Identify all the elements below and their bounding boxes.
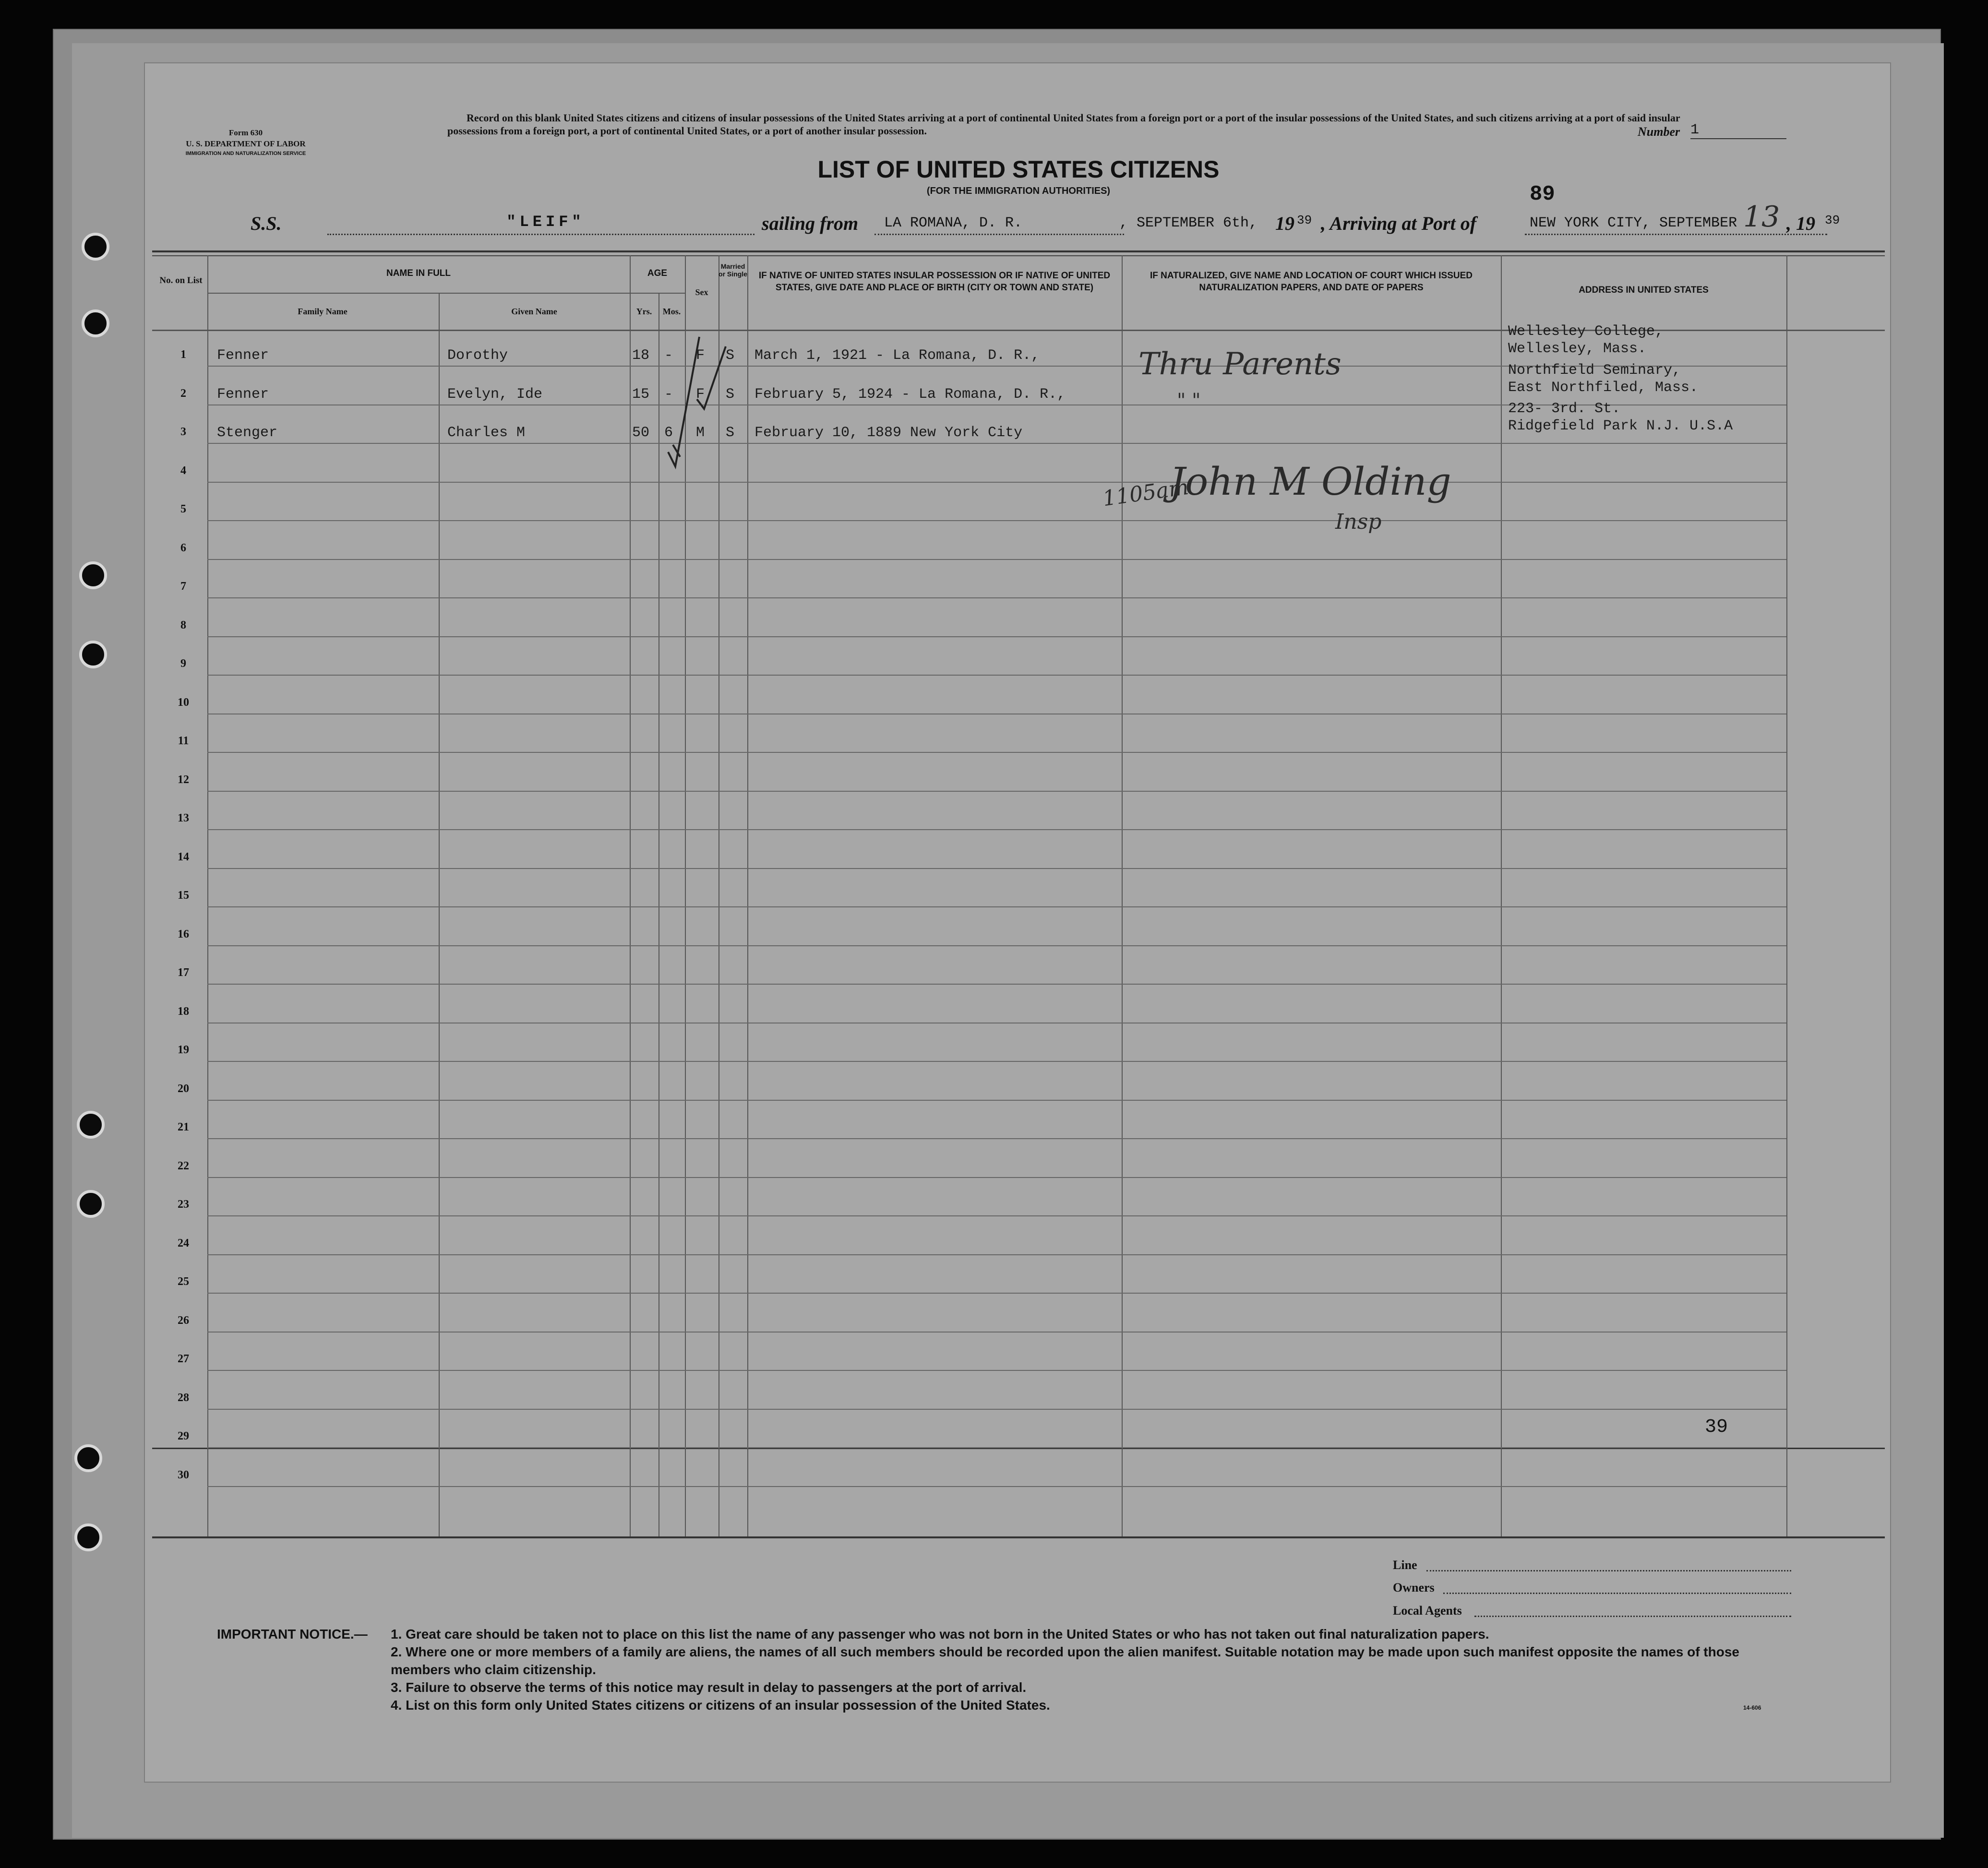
- header-yrs: Yrs.: [636, 307, 652, 316]
- address-line: 223- 3rd. St.: [1508, 401, 1621, 417]
- inspector-signature: John M Olding: [1170, 459, 1451, 504]
- row-number: 22: [178, 1159, 189, 1172]
- row-number: 26: [178, 1314, 189, 1327]
- birth-info: February 10, 1889 New York City: [754, 425, 1023, 441]
- row-number: 10: [178, 696, 189, 709]
- row-number: 5: [180, 503, 186, 515]
- birth-info: March 1, 1921 - La Romana, D. R.,: [754, 347, 1040, 364]
- family-name: Fenner: [217, 347, 269, 364]
- header-sex: Sex: [695, 287, 708, 297]
- address-line: Northfield Seminary,: [1508, 362, 1681, 379]
- notice-title: IMPORTANT NOTICE.—: [217, 1627, 368, 1642]
- header-name-in-full: NAME IN FULL: [386, 268, 451, 278]
- row-number: 11: [178, 735, 189, 747]
- notice-2: 2. Where one or more members of a family are aliens, the names of all such members should be recorded upon the alien manifest. Suitable notation may be made upon such manifest opposite the names of those members who claim citizenship.: [391, 1644, 1739, 1677]
- binder-hole: [79, 561, 107, 589]
- row-rule: [207, 1332, 1786, 1333]
- row-rule: [207, 443, 1786, 444]
- row-rule: [207, 597, 1786, 598]
- row-rule: [207, 520, 1786, 521]
- row-number: 21: [178, 1121, 189, 1133]
- age-months: -: [664, 386, 673, 403]
- header-naturalized: IF NATURALIZED, GIVE NAME AND LOCATION OF COURT WHICH ISSUED NATURALIZATION PAPERS, AND DATE OF PAPERS: [1150, 271, 1473, 293]
- row-rule: [207, 752, 1786, 753]
- header-address: ADDRESS IN UNITED STATES: [1579, 285, 1709, 295]
- row-number: 6: [180, 541, 186, 554]
- year2-prefix: , 19: [1786, 213, 1815, 234]
- row-number: 16: [178, 928, 189, 940]
- row-number: 13: [178, 812, 189, 824]
- check-marks: [654, 332, 740, 476]
- row-number: 4: [180, 464, 186, 477]
- row-number: 24: [178, 1237, 189, 1249]
- row-number: 27: [178, 1353, 189, 1365]
- age-months: -: [664, 347, 673, 364]
- row-number: 15: [178, 889, 189, 902]
- header-family-name: Family Name: [298, 307, 347, 316]
- given-name: Dorothy: [447, 347, 508, 364]
- row-rule: [207, 559, 1786, 560]
- binder-hole: [77, 1111, 105, 1139]
- row-rule: [207, 482, 1786, 483]
- birth-info: February 5, 1924 - La Romana, D. R.,: [754, 386, 1066, 403]
- header-birth: IF NATIVE OF UNITED STATES INSULAR POSSESSION OR IF NATIVE OF UNITED STATES, GIVE DATE AND PLACE OF BIRTH (CITY OR TOWN AND STATE): [758, 271, 1111, 293]
- row-rule: [207, 1138, 1786, 1139]
- sailing-from: LA ROMANA, D. R.: [884, 215, 1023, 231]
- service: IMMIGRATION AND NATURALIZATION SERVICE: [185, 151, 306, 156]
- ship-name: "LEIF": [506, 213, 585, 231]
- row-rule: [207, 1486, 1786, 1487]
- marital-status: S: [726, 347, 735, 364]
- sex: F: [696, 347, 705, 364]
- inspector-title: Insp: [1335, 510, 1382, 534]
- age-years: 18: [632, 347, 650, 364]
- family-name: Stenger: [217, 425, 278, 441]
- departure-date: , SEPTEMBER 6th,: [1119, 215, 1258, 231]
- header-mos: Mos.: [662, 307, 681, 316]
- age-years: 50: [632, 425, 650, 441]
- notice-4: 4. List on this form only United States citizens or citizens of an insular possession of the United States.: [391, 1698, 1050, 1713]
- row-number: 28: [178, 1391, 189, 1404]
- row-rule: [207, 984, 1786, 985]
- row-number: 29: [178, 1430, 189, 1442]
- page-tally: 39: [1705, 1416, 1728, 1438]
- row-rule: [207, 1177, 1786, 1178]
- row-number: 1: [180, 348, 186, 361]
- naturalization-note: Thru Parents: [1138, 346, 1341, 382]
- header-no: No. on List: [159, 275, 203, 286]
- sailing-label: sailing from: [762, 213, 859, 234]
- arrival-day: 13: [1743, 200, 1780, 234]
- address-line: Wellesley, Mass.: [1508, 341, 1647, 357]
- row-number: 8: [180, 619, 186, 631]
- row-number: 25: [178, 1275, 189, 1288]
- signature-time: 1105am: [1101, 475, 1190, 512]
- departure-year: 39: [1297, 213, 1312, 227]
- owners-label: Owners: [1393, 1581, 1435, 1594]
- notice-3: 3. Failure to observe the terms of this notice may result in delay to passengers at the port of arrival.: [391, 1680, 1027, 1695]
- row-rule: [207, 1447, 1786, 1448]
- department: U. S. DEPARTMENT OF LABOR: [186, 139, 306, 148]
- binder-hole: [77, 1190, 105, 1218]
- family-name: Fenner: [217, 386, 269, 403]
- row-rule: [207, 1061, 1786, 1062]
- header-married: Married or Single: [719, 262, 747, 278]
- arrival-year: 39: [1825, 213, 1840, 227]
- address-line: Wellesley College,: [1508, 323, 1664, 340]
- row-rule: [207, 636, 1786, 637]
- binder-hole: [74, 1523, 102, 1551]
- row-rule: [207, 1254, 1786, 1255]
- year1-prefix: 19: [1275, 213, 1294, 234]
- age-months: 6: [664, 425, 673, 441]
- row-number: 9: [180, 657, 186, 670]
- row-rule: [207, 791, 1786, 792]
- row-number: 2: [180, 387, 186, 400]
- agents-label: Local Agents: [1393, 1604, 1462, 1618]
- line-label: Line: [1393, 1558, 1417, 1572]
- row-rule: [207, 1370, 1786, 1371]
- address-line: East Northfiled, Mass.: [1508, 379, 1699, 396]
- row-number: 7: [180, 580, 186, 593]
- age-years: 15: [632, 386, 650, 403]
- row-rule: [207, 1293, 1786, 1294]
- address-line: Ridgefield Park N.J. U.S.A: [1508, 418, 1733, 434]
- header-age: AGE: [647, 268, 668, 278]
- row-rule: [207, 1409, 1786, 1410]
- row-rule: [207, 945, 1786, 946]
- row-number: 23: [178, 1198, 189, 1211]
- page-subtitle: (FOR THE IMMIGRATION AUTHORITIES): [926, 186, 1111, 196]
- number-label: Number: [1638, 125, 1680, 139]
- row-number: 19: [178, 1044, 189, 1056]
- row-rule: [207, 868, 1786, 869]
- footer-form-code: 14-606: [1743, 1704, 1761, 1711]
- arriving-label: , Arriving at Port of: [1321, 213, 1477, 234]
- notice-1: 1. Great care should be taken not to place on this list the name of any passenger who was not born in the United States or who has not taken out final naturalization papers.: [391, 1627, 1489, 1642]
- marital-status: S: [726, 386, 735, 403]
- form-instructions: Record on this blank United States citizens and citizens of insular possessions of the United States arriving at a port of continental United States from a foreign port or a port of the insular possessions of the United States, and such citizens arriving at a port of said insular possessions from a foreign port, a port of continental United States, or a port of another insular possession.: [447, 112, 1680, 137]
- row-rule: [207, 675, 1786, 676]
- row-number: 17: [178, 966, 189, 979]
- row-rule: [207, 906, 1786, 907]
- binder-hole: [79, 641, 107, 668]
- row-number: 12: [178, 773, 189, 786]
- binder-hole: [74, 1444, 102, 1472]
- binder-hole: [82, 233, 109, 261]
- number-value: 1: [1690, 122, 1786, 139]
- row-number: 18: [178, 1005, 189, 1018]
- ss-label: S.S.: [251, 213, 282, 234]
- row-rule: [207, 829, 1786, 830]
- ditto-note: " ": [1177, 390, 1201, 412]
- row-rule: [207, 1100, 1786, 1101]
- row-number: 14: [178, 850, 189, 863]
- sex: F: [696, 386, 705, 403]
- row-number: 20: [178, 1082, 189, 1095]
- marital-status: S: [726, 425, 735, 441]
- header-given-name: Given Name: [511, 307, 557, 316]
- arrival-port: NEW YORK CITY, SEPTEMBER: [1530, 215, 1737, 231]
- page-stamp: 89: [1530, 182, 1555, 206]
- row-rule: [207, 1215, 1786, 1216]
- given-name: Charles M: [447, 425, 526, 441]
- row-number: 30: [178, 1468, 189, 1481]
- manifest-sheet: [144, 62, 1891, 1783]
- page-title: LIST OF UNITED STATES CITIZENS: [817, 156, 1220, 183]
- given-name: Evelyn, Ide: [447, 386, 543, 403]
- sex: M: [696, 425, 705, 441]
- row-number: 3: [180, 426, 186, 438]
- binder-hole: [82, 309, 109, 337]
- form-number: Form 630: [228, 128, 263, 137]
